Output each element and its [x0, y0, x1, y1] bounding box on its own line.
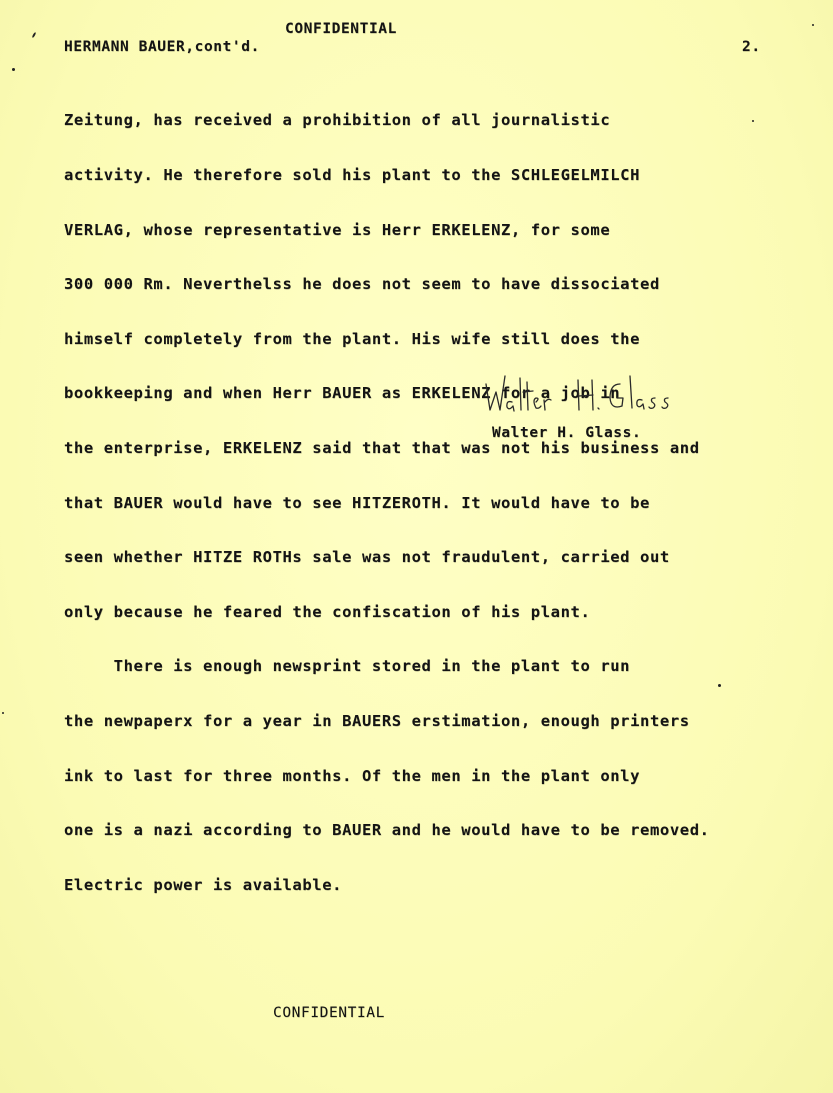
body-text — [64, 75, 710, 930]
body-line: that BAUER would have to see HITZEROTH. It would have to be — [64, 493, 650, 512]
paper-speck — [12, 68, 15, 71]
footer-classification: CONFIDENTIAL — [273, 1005, 385, 1021]
paper-speck — [752, 120, 754, 122]
header-classification: CONFIDENTIAL — [285, 21, 397, 37]
body-line: seen whether HITZE ROTHs sale was not fraudulent, carried out — [64, 548, 670, 567]
paper-speck — [718, 684, 721, 687]
body-line: the newpaperx for a year in BAUERS erstimation, enough printers — [64, 711, 690, 730]
body-line: bookkeeping and when Herr BAUER as ERKELENZ for a job in — [64, 384, 621, 403]
paper-speck — [32, 32, 37, 38]
paper-speck — [2, 712, 4, 714]
body-line: ink to last for three months. Of the men in the plant only — [64, 766, 641, 785]
paper-speck — [812, 24, 814, 26]
body-line: the enterprise, ERKELENZ said that that was not his business and — [64, 438, 700, 457]
body-line: VERLAG, whose representative is Herr ERKELENZ, for some — [64, 220, 611, 239]
header-subject: HERMANN BAUER,cont'd. — [64, 39, 260, 55]
body-line: There is enough newsprint stored in the plant to run — [64, 657, 631, 676]
handwritten-signature — [480, 362, 720, 422]
body-line: 300 000 Rm. Neverthelss he does not seem to have dissociated — [64, 275, 660, 294]
body-line: only because he feared the confiscation of his plant. — [64, 602, 591, 621]
body-line: Zeitung, has received a prohibition of all journalistic — [64, 111, 611, 130]
typed-signature-name: Walter H. Glass. — [492, 425, 642, 441]
body-line: Electric power is available. — [64, 875, 343, 894]
page-number: 2. — [742, 39, 761, 55]
body-line: himself completely from the plant. His wife still does the — [64, 329, 641, 348]
body-line: one is a nazi according to BAUER and he would have to be removed. — [64, 821, 710, 840]
body-line: activity. He therefore sold his plant to the SCHLEGELMILCH — [64, 166, 641, 184]
